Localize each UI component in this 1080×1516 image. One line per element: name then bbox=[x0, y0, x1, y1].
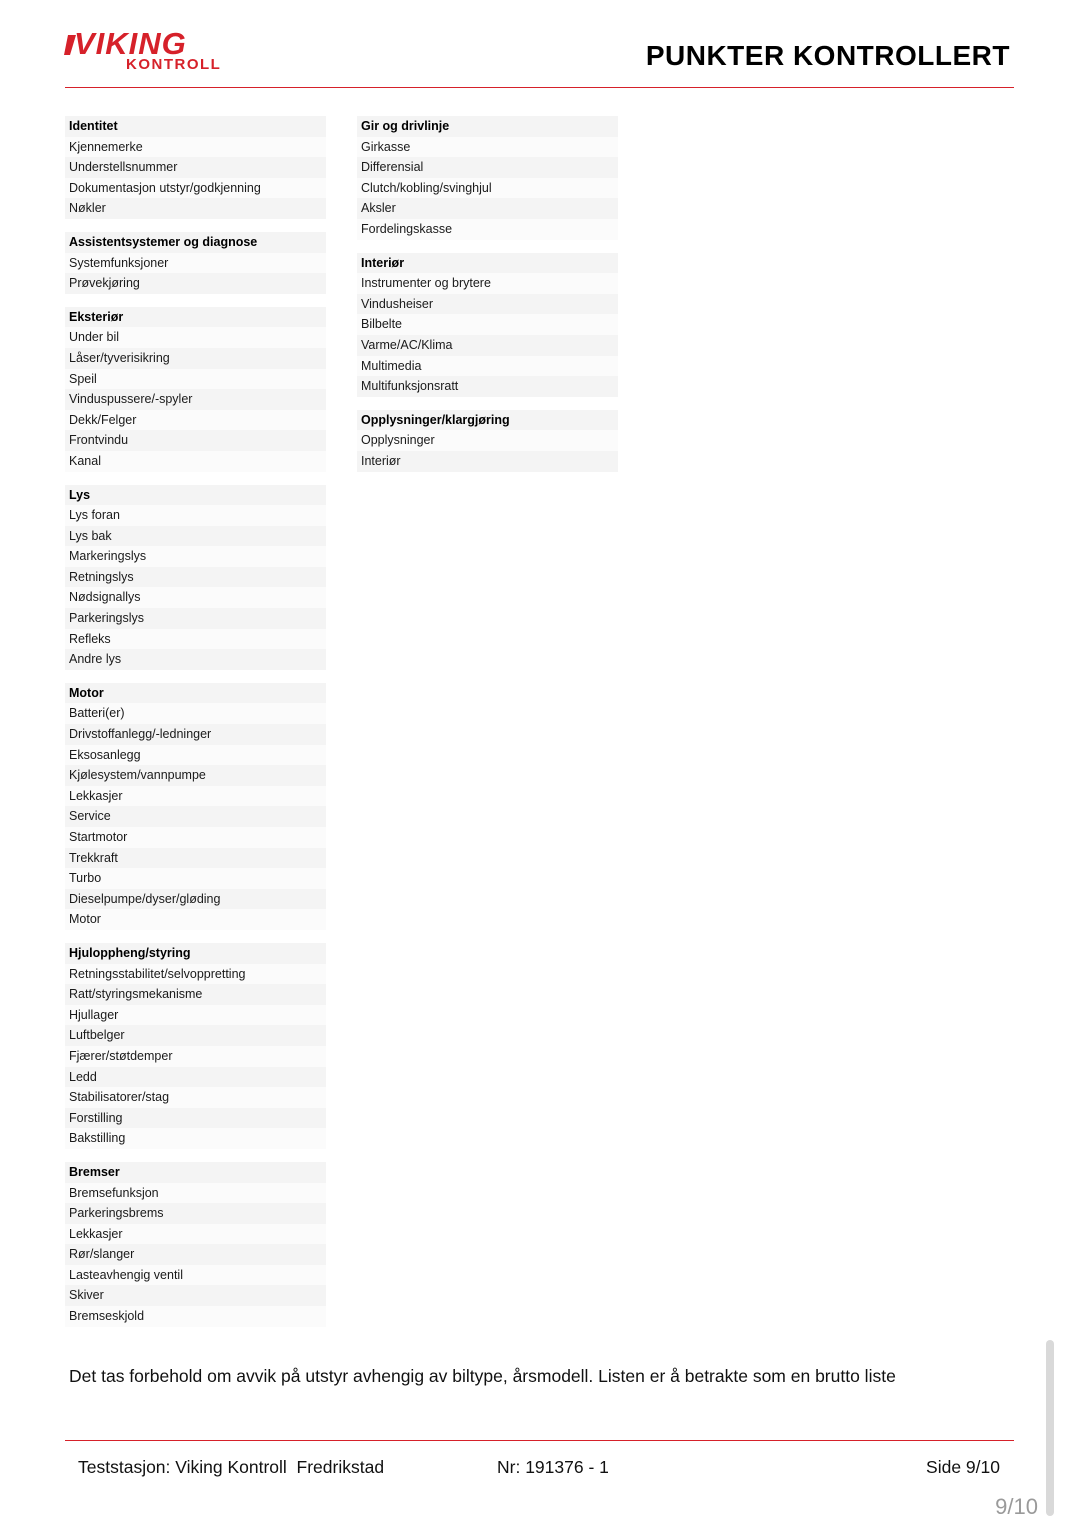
checklist-section bbox=[357, 116, 618, 240]
checklist-item: Understellsnummer bbox=[65, 157, 326, 178]
checklist-item: Markeringslys bbox=[65, 546, 326, 567]
checklist-item: Prøvekjøring bbox=[65, 273, 326, 294]
left-checklist-column bbox=[65, 116, 326, 1340]
checklist-section bbox=[65, 683, 326, 930]
checklist-item: Lekkasjer bbox=[65, 786, 326, 807]
checklist-item: Dokumentasjon utstyr/godkjenning bbox=[65, 178, 326, 199]
checklist-item: Turbo bbox=[65, 868, 326, 889]
checklist-item: Skiver bbox=[65, 1285, 326, 1306]
checklist-item: Bremsefunksjon bbox=[65, 1183, 326, 1204]
page-title: PUNKTER KONTROLLERT bbox=[645, 40, 1010, 71]
checklist-item: Frontvindu bbox=[65, 430, 326, 451]
checklist-item: Kjennemerke bbox=[65, 137, 326, 158]
checklist-item: Dieselpumpe/dyser/gløding bbox=[65, 889, 326, 910]
checklist-item: Kanal bbox=[65, 451, 326, 472]
checklist-item: Opplysninger bbox=[357, 430, 618, 451]
checklist-item: Startmotor bbox=[65, 827, 326, 848]
section-heading: Hjuloppheng/styring bbox=[65, 943, 326, 964]
checklist-item: Trekkraft bbox=[65, 848, 326, 869]
checklist-item: Lasteavhengig ventil bbox=[65, 1265, 326, 1286]
checklist-item: Aksler bbox=[357, 198, 618, 219]
checklist-item: Speil bbox=[65, 369, 326, 390]
checklist-item: Eksosanlegg bbox=[65, 745, 326, 766]
checklist-item: Instrumenter og brytere bbox=[357, 273, 618, 294]
right-checklist-column bbox=[357, 116, 618, 485]
checklist-item: Parkeringsbrems bbox=[65, 1203, 326, 1224]
footer-station: Teststasjon: Viking Kontroll Fredrikstad bbox=[78, 1457, 385, 1477]
checklist-section bbox=[65, 1162, 326, 1327]
section-heading: Motor bbox=[65, 683, 326, 704]
section-heading: Interiør bbox=[357, 253, 618, 274]
scrollbar[interactable] bbox=[1046, 1340, 1054, 1516]
section-heading: Eksteriør bbox=[65, 307, 326, 328]
logo-subtitle: KONTROLL bbox=[126, 56, 222, 73]
checklist-item: Nødsignallys bbox=[65, 587, 326, 608]
checklist-section bbox=[357, 253, 618, 397]
logo-name: VIKING bbox=[74, 26, 187, 61]
checklist-section bbox=[357, 410, 618, 472]
section-heading: Opplysninger/klargjøring bbox=[357, 410, 618, 431]
checklist-item: Nøkler bbox=[65, 198, 326, 219]
checklist-item: Kjølesystem/vannpumpe bbox=[65, 765, 326, 786]
checklist-section bbox=[65, 232, 326, 294]
checklist-item: Fordelingskasse bbox=[357, 219, 618, 240]
footer-report-number: Nr: 191376 - 1 bbox=[497, 1457, 609, 1477]
checklist-item: Dekk/Felger bbox=[65, 410, 326, 431]
checklist-item: Bakstilling bbox=[65, 1128, 326, 1149]
footer-divider bbox=[65, 1440, 1014, 1441]
checklist-item: Vindusheiser bbox=[357, 294, 618, 315]
checklist-item: Interiør bbox=[357, 451, 618, 472]
checklist-item: Lys bak bbox=[65, 526, 326, 547]
checklist-item: Motor bbox=[65, 909, 326, 930]
checklist-item: Retningsstabilitet/selvoppretting bbox=[65, 964, 326, 985]
checklist-item: Stabilisatorer/stag bbox=[65, 1087, 326, 1108]
checklist-item: Batteri(er) bbox=[65, 703, 326, 724]
checklist-item: Clutch/kobling/svinghjul bbox=[357, 178, 618, 199]
checklist-item: Forstilling bbox=[65, 1108, 326, 1129]
checklist-item: Ledd bbox=[65, 1067, 326, 1088]
checklist-item: Varme/AC/Klima bbox=[357, 335, 618, 356]
checklist-item: Lekkasjer bbox=[65, 1224, 326, 1245]
checklist-item: Lys foran bbox=[65, 505, 326, 526]
checklist-section bbox=[65, 485, 326, 670]
section-heading: Lys bbox=[65, 485, 326, 506]
checklist-item: Differensial bbox=[357, 157, 618, 178]
header-divider bbox=[65, 87, 1014, 88]
checklist-item: Bremseskjold bbox=[65, 1306, 326, 1327]
checklist-item: Multimedia bbox=[357, 356, 618, 377]
section-heading: Gir og drivlinje bbox=[357, 116, 618, 137]
checklist-item: Luftbelger bbox=[65, 1025, 326, 1046]
page-indicator: 9/10 bbox=[995, 1494, 1038, 1516]
disclaimer-text: Det tas forbehold om avvik på utstyr avhengig av biltype, årsmodell. Listen er å betrakte som en brutto liste bbox=[69, 1366, 896, 1386]
checklist-item: Låser/tyverisikring bbox=[65, 348, 326, 369]
checklist-item: Drivstoffanlegg/-ledninger bbox=[65, 724, 326, 745]
checklist-item: Andre lys bbox=[65, 649, 326, 670]
checklist-item: Under bil bbox=[65, 327, 326, 348]
checklist-item: Hjullager bbox=[65, 1005, 326, 1026]
checklist-section bbox=[65, 307, 326, 472]
checklist-item: Systemfunksjoner bbox=[65, 253, 326, 274]
checklist-item: Parkeringslys bbox=[65, 608, 326, 629]
footer-page-number: Side 9/10 bbox=[926, 1457, 1000, 1477]
checklist-item: Refleks bbox=[65, 629, 326, 650]
checklist-item: Bilbelte bbox=[357, 314, 618, 335]
section-heading: Bremser bbox=[65, 1162, 326, 1183]
checklist-item: Retningslys bbox=[65, 567, 326, 588]
checklist-item: Multifunksjonsratt bbox=[357, 376, 618, 397]
logo-stripe-icon bbox=[64, 26, 74, 62]
checklist-item: Fjærer/støtdemper bbox=[65, 1046, 326, 1067]
checklist-item: Vinduspussere/-spyler bbox=[65, 389, 326, 410]
checklist-item: Service bbox=[65, 806, 326, 827]
checklist-item: Rør/slanger bbox=[65, 1244, 326, 1265]
section-heading: Assistentsystemer og diagnose bbox=[65, 232, 326, 253]
section-heading: Identitet bbox=[65, 116, 326, 137]
checklist-section bbox=[65, 116, 326, 219]
checklist-section bbox=[65, 943, 326, 1149]
checklist-item: Ratt/styringsmekanisme bbox=[65, 984, 326, 1005]
viking-kontroll-logo bbox=[64, 26, 222, 76]
checklist-item: Girkasse bbox=[357, 137, 618, 158]
